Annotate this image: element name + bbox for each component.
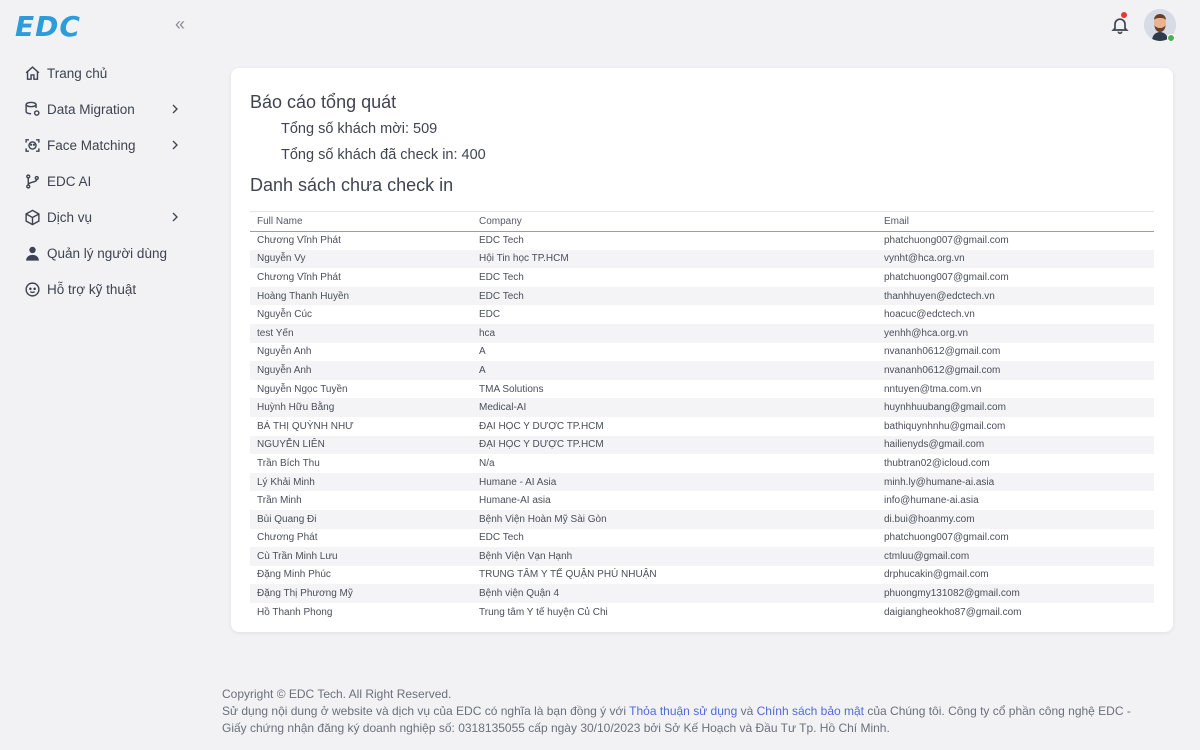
total-checked-in: Tổng số khách đã check in: 400 bbox=[281, 147, 486, 163]
footer bbox=[222, 686, 1182, 737]
footer-terms-line bbox=[222, 703, 1182, 720]
cell-company: hca bbox=[472, 324, 877, 343]
notification-badge bbox=[1121, 12, 1127, 18]
cell-full-name: Nguyễn Cúc bbox=[257, 309, 313, 321]
edc-logo[interactable] bbox=[15, 11, 115, 39]
cube-icon bbox=[22, 207, 42, 227]
table-row[interactable] bbox=[250, 268, 1154, 287]
table-row[interactable] bbox=[250, 566, 1154, 585]
cell-company: EDC Tech bbox=[479, 532, 524, 544]
column-header-full-name[interactable]: Full Name bbox=[250, 212, 472, 231]
terms-link[interactable]: Thỏa thuận sử dụng bbox=[629, 704, 738, 718]
user-icon bbox=[22, 243, 42, 263]
sidebar-item-tech-support[interactable] bbox=[0, 271, 205, 307]
not-checked-in-table[interactable] bbox=[250, 211, 1154, 621]
cell-full-name: Nguyễn Vy bbox=[250, 250, 472, 269]
sidebar-item-user-management[interactable] bbox=[0, 235, 205, 271]
cell-email: nvananh0612@gmail.com bbox=[884, 346, 1001, 358]
cell-company: A bbox=[479, 346, 486, 358]
footer-text: Sử dụng nội dung ở website và dịch vụ của EDC có nghĩa là bạn đồng ý với bbox=[222, 704, 630, 718]
sidebar-item-label: Trang chủ bbox=[47, 65, 108, 81]
table-row[interactable] bbox=[250, 417, 1154, 436]
table-row[interactable] bbox=[250, 231, 1154, 250]
total-invited: Tổng số khách mời: 509 bbox=[281, 121, 438, 137]
cell-company: A bbox=[472, 361, 877, 380]
table-row[interactable] bbox=[250, 380, 1154, 399]
table-row[interactable] bbox=[250, 398, 1154, 417]
cell-email: phatchuong007@gmail.com bbox=[884, 532, 1009, 544]
table-row[interactable] bbox=[250, 250, 1154, 269]
cell-email: phatchuong007@gmail.com bbox=[884, 271, 1009, 283]
support-icon bbox=[22, 279, 42, 299]
database-gear-icon bbox=[22, 99, 42, 119]
chevron-right-icon bbox=[167, 101, 183, 117]
footer-text: của Chúng tôi. Công ty cổ phần công nghệ EDC - bbox=[864, 704, 1131, 718]
cell-email: info@humane-ai.asia bbox=[884, 495, 979, 507]
cell-full-name: Trần Bích Thu bbox=[257, 457, 320, 469]
table-row[interactable] bbox=[250, 473, 1154, 492]
cell-full-name: Bùi Quang Đi bbox=[250, 510, 472, 529]
cell-company: TMA Solutions bbox=[479, 383, 544, 395]
table-row[interactable] bbox=[250, 529, 1154, 548]
sidebar-item-home[interactable] bbox=[0, 55, 205, 91]
cell-email: daigiangheokho87@gmail.com bbox=[884, 606, 1022, 618]
sidebar-item-label: Face Matching bbox=[47, 137, 136, 153]
column-header-email[interactable]: Email bbox=[877, 212, 1154, 231]
online-status-dot bbox=[1167, 34, 1175, 42]
table-row[interactable] bbox=[250, 361, 1154, 380]
cell-company: Hội Tin học TP.HCM bbox=[472, 250, 877, 269]
cell-email: nvananh0612@gmail.com bbox=[877, 361, 1154, 380]
cell-email: thanhhuyen@edctech.vn bbox=[877, 287, 1154, 306]
svg-text:EDC: EDC bbox=[15, 11, 81, 39]
cell-email: thubtran02@icloud.com bbox=[884, 457, 990, 469]
cell-email: yenhh@hca.org.vn bbox=[877, 324, 1154, 343]
cell-company: ĐẠI HỌC Y DƯỢC TP.HCM bbox=[479, 420, 604, 432]
cell-full-name: Lý Khải Minh bbox=[250, 473, 472, 492]
table-row[interactable] bbox=[250, 324, 1154, 343]
cell-company: Humane-AI asia bbox=[479, 495, 551, 507]
cell-email: hoacuc@edctech.vn bbox=[884, 309, 975, 321]
table-row[interactable] bbox=[250, 491, 1154, 510]
cell-full-name: Chương Vĩnh Phát bbox=[257, 235, 341, 247]
cell-full-name: Đặng Minh Phúc bbox=[257, 569, 331, 581]
cell-email: phatchuong007@gmail.com bbox=[884, 235, 1009, 247]
bell-icon[interactable] bbox=[1110, 14, 1130, 36]
cell-full-name: NGUYỄN LIÊN bbox=[250, 436, 472, 455]
cell-full-name: Huỳnh Hữu Bằng bbox=[250, 398, 472, 417]
cell-company: Trung tâm Y tế huyện Củ Chi bbox=[479, 606, 608, 618]
cell-email: drphucakin@gmail.com bbox=[884, 569, 989, 581]
cell-email: huynhhuubang@gmail.com bbox=[877, 398, 1154, 417]
cell-email: di.bui@hoanmy.com bbox=[877, 510, 1154, 529]
cell-full-name: Chương Vĩnh Phát bbox=[257, 271, 341, 283]
cell-full-name: Chương Phát bbox=[257, 532, 318, 544]
cell-company: Bệnh Viện Vạn Hạnh bbox=[472, 547, 877, 566]
cell-company: EDC bbox=[479, 309, 501, 321]
cell-full-name: Cù Trần Minh Lưu bbox=[250, 547, 472, 566]
report-title: Báo cáo tổng quát bbox=[250, 92, 397, 112]
table-row[interactable] bbox=[250, 510, 1154, 529]
cell-email: bathiquynhnhu@gmail.com bbox=[884, 420, 1006, 432]
cell-full-name: Nguyễn Ngọc Tuyền bbox=[257, 383, 348, 395]
cell-full-name: Nguyễn Anh bbox=[250, 361, 472, 380]
sidebar bbox=[0, 0, 205, 750]
sidebar-item-label: Dịch vụ bbox=[47, 209, 93, 225]
cell-full-name: Đặng Thị Phương Mỹ bbox=[250, 584, 472, 603]
cell-full-name: Nguyễn Anh bbox=[257, 346, 312, 358]
branch-icon bbox=[22, 171, 42, 191]
home-icon bbox=[22, 63, 42, 83]
chevron-right-icon bbox=[167, 209, 183, 225]
table-row[interactable] bbox=[250, 305, 1154, 324]
cell-email: hailienyds@gmail.com bbox=[877, 436, 1154, 455]
cell-company: N/a bbox=[479, 457, 495, 469]
sidebar-item-dich-vu[interactable] bbox=[0, 199, 205, 235]
cell-full-name: test Yến bbox=[250, 324, 472, 343]
privacy-link[interactable]: Chính sách bảo mật bbox=[756, 704, 865, 718]
cell-company: TRUNG TÂM Y TẾ QUẬN PHÚ NHUẬN bbox=[479, 569, 657, 581]
table-row[interactable] bbox=[250, 436, 1154, 455]
cell-full-name: BÁ THỊ QUỲNH NHƯ bbox=[257, 420, 354, 432]
cell-company: Medical-AI bbox=[472, 398, 877, 417]
sidebar-item-label: Quản lý người dùng bbox=[47, 245, 167, 261]
cell-company: ĐẠI HỌC Y DƯỢC TP.HCM bbox=[472, 436, 877, 455]
cell-email: minh.ly@humane-ai.asia bbox=[877, 473, 1154, 492]
sidebar-nav bbox=[0, 55, 205, 307]
cell-email: nntuyen@tma.com.vn bbox=[884, 383, 982, 395]
sidebar-item-face-matching[interactable] bbox=[0, 127, 205, 163]
cell-company: Humane - AI Asia bbox=[472, 473, 877, 492]
double-chevron-left-icon[interactable]: « bbox=[174, 14, 185, 34]
table-row[interactable] bbox=[250, 343, 1154, 362]
cell-email: ctmluu@gmail.com bbox=[877, 547, 1154, 566]
sidebar-item-label: EDC AI bbox=[47, 173, 92, 189]
table-header-row bbox=[250, 212, 1154, 231]
cell-company: EDC Tech bbox=[479, 235, 524, 247]
table-row[interactable] bbox=[250, 454, 1154, 473]
list-title: Danh sách chưa check in bbox=[250, 175, 454, 195]
cell-full-name: Trần Minh bbox=[257, 495, 302, 507]
cell-company: EDC Tech bbox=[472, 287, 877, 306]
face-scan-icon bbox=[22, 135, 42, 155]
report-card bbox=[231, 68, 1173, 632]
table-row[interactable] bbox=[250, 603, 1154, 621]
column-header-company[interactable]: Company bbox=[472, 212, 877, 231]
table-row[interactable] bbox=[250, 584, 1154, 603]
cell-email: vynht@hca.org.vn bbox=[877, 250, 1154, 269]
sidebar-item-label: Data Migration bbox=[47, 101, 135, 117]
cell-company: EDC Tech bbox=[479, 271, 524, 283]
footer-text: và bbox=[737, 704, 757, 718]
footer-registration: Giấy chứng nhận đăng ký doanh nghiệp số: 0318135055 cấp ngày 30/10/2023 bởi Sở Kế Hoạch và Đầu Tư Tp. Hồ Chí Minh. bbox=[222, 721, 890, 735]
sidebar-item-data-migration[interactable] bbox=[0, 91, 205, 127]
chevron-right-icon bbox=[167, 137, 183, 153]
sidebar-item-edc-ai[interactable] bbox=[0, 163, 205, 199]
cell-company: Bệnh Viện Hoàn Mỹ Sài Gòn bbox=[472, 510, 877, 529]
table-row[interactable] bbox=[250, 547, 1154, 566]
cell-full-name: Hoàng Thanh Huyền bbox=[250, 287, 472, 306]
cell-email: phuongmy131082@gmail.com bbox=[877, 584, 1154, 603]
footer-copyright: Copyright © EDC Tech. All Right Reserved. bbox=[222, 687, 452, 701]
cell-full-name: Hồ Thanh Phong bbox=[257, 606, 333, 618]
sidebar-item-label: Hỗ trợ kỹ thuật bbox=[47, 281, 137, 297]
table-row[interactable] bbox=[250, 287, 1154, 306]
cell-company: Bệnh viện Quận 4 bbox=[472, 584, 877, 603]
